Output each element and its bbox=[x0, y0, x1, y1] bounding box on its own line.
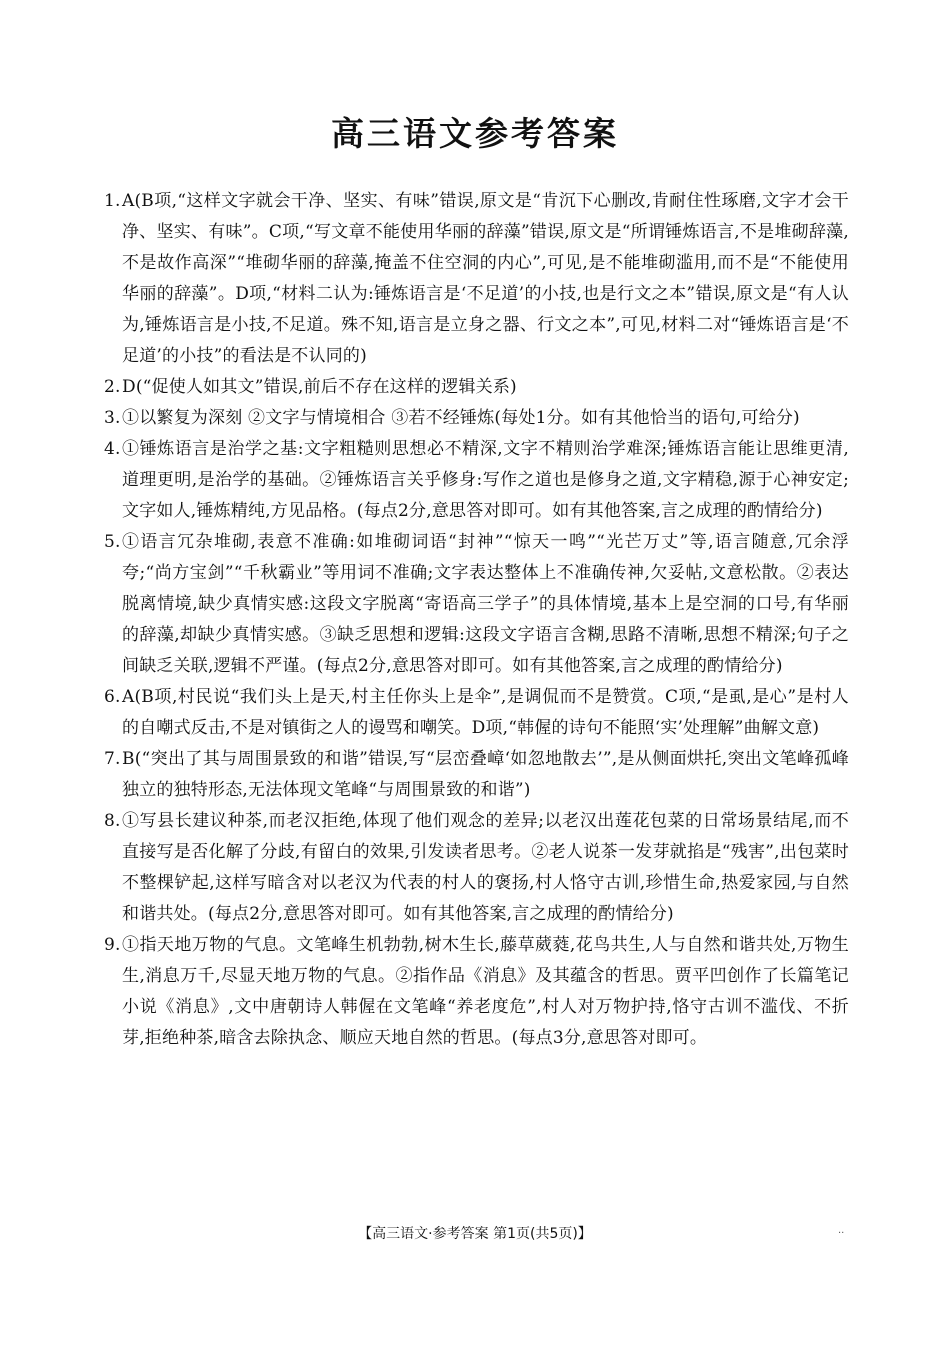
answer-number: 9. bbox=[104, 935, 121, 955]
answer-text: ①指天地万物的气息。文笔峰生机勃勃,树木生长,藤草葳蕤,花鸟共生,人与自然和谐共处,万物生生,消息万千,尽显天地万物的气息。②指作品《消息》及其蕴含的哲思。贾平凹创作了长篇笔记小说《消息》,文中唐朝诗人韩偓在文笔峰“养老度危”,村人对万物护持,恪守古训不滥伐、不折芽,拒绝种茶,暗含去除执念、顺应天地自然的哲思。(每点3分,意思答对即可。 bbox=[122, 935, 849, 1048]
answer-item bbox=[104, 403, 849, 434]
answer-item bbox=[104, 434, 849, 527]
answer-item bbox=[104, 930, 849, 1054]
answer-number: 6. bbox=[104, 687, 121, 707]
answer-number: 8. bbox=[104, 811, 121, 831]
answer-item bbox=[104, 372, 849, 403]
answer-item bbox=[104, 527, 849, 682]
answer-number: 1. bbox=[104, 191, 121, 211]
answer-number: 4. bbox=[104, 439, 121, 459]
answer-text: D(“促使人如其文”错误,前后不存在这样的逻辑关系) bbox=[122, 377, 517, 397]
answer-number: 5. bbox=[104, 532, 121, 552]
answer-text: B(“突出了其与周围景致的和谐”错误,写“层峦叠嶂‘如忽地散去’”,是从侧面烘托,突出文笔峰孤峰独立的独特形态,无法体现文笔峰“与周围景致的和谐”) bbox=[122, 749, 849, 800]
answer-text: A(B项,“这样文字就会干净、坚实、有味”错误,原文是“肯沉下心删改,肯耐住性琢磨,文字才会干净、坚实、有味”。C项,“写文章不能使用华丽的辞藻”错误,原文是“所谓锤炼语言,不是堆砌辞藻,不是故作高深”“堆砌华丽的辞藻,掩盖不住空洞的内心”,可见,是不能堆砌滥用,而不是“不能使用华丽的辞藻”。D项,“材料二认为:锤炼语言是‘不足道’的小技,也是行文之本”错误,原文是“有人认为,锤炼语言是小技,不足道。殊不知,语言是立身之器、行文之本”,可见,材料二对“锤炼语言是‘不足道’的小技”的看法是不认同的) bbox=[122, 191, 849, 366]
answer-list bbox=[104, 186, 849, 1054]
answer-number: 7. bbox=[104, 749, 121, 769]
page-title: 高三语文参考答案 bbox=[331, 114, 619, 153]
answer-text: A(B项,村民说“我们头上是天,村主任你头上是伞”,是调侃而不是赞赏。C项,“是虱,是心”是村人的自嘲式反击,不是对镇街之人的谩骂和嘲笑。D项,“韩偓的诗句不能照‘实’处理解”曲解文意) bbox=[122, 687, 849, 738]
answer-item bbox=[104, 186, 849, 372]
answer-number: 3. bbox=[104, 408, 121, 428]
answer-item bbox=[104, 744, 849, 806]
answer-text: ①语言冗杂堆砌,表意不准确:如堆砌词语“封神”“惊天一鸣”“光芒万丈”等,语言随意,冗余浮夸;“尚方宝剑”“千秋霸业”等用词不准确;文字表达整体上不准确传神,欠妥帖,文意松散。②表达脱离情境,缺少真情实感:这段文字脱离“寄语高三学子”的具体情境,基本上是空洞的口号,有华丽的辞藻,却缺少真情实感。③缺乏思想和逻辑:这段文字语言含糊,思路不清晰,思想不精深;句子之间缺乏关联,逻辑不严谨。(每点2分,意思答对即可。如有其他答案,言之成理的酌情给分) bbox=[122, 532, 849, 676]
answer-text: ①以繁复为深刻 ②文字与情境相合 ③若不经锤炼(每处1分。如有其他恰当的语句,可给分) bbox=[122, 408, 800, 428]
answer-item bbox=[104, 806, 849, 930]
answer-text: ①写县长建议种茶,而老汉拒绝,体现了他们观念的差异;以老汉出莲花包菜的日常场景结尾,而不直接写是否化解了分歧,有留白的效果,引发读者思考。②老人说茶一发芽就掐是“残害”,出包菜时不整棵铲起,这样写暗含对以老汉为代表的村人的褒扬,村人恪守古训,珍惜生命,热爱家园,与自然和谐共处。(每点2分,意思答对即可。如有其他答案,言之成理的酌情给分) bbox=[122, 811, 849, 924]
answer-number: 2. bbox=[104, 377, 121, 397]
corner-mark: ·· bbox=[838, 1228, 845, 1239]
answer-text: ①锤炼语言是治学之基:文字粗糙则思想必不精深,文字不精则治学难深;锤炼语言能让思维更清,道理更明,是治学的基础。②锤炼语言关乎修身:写作之道也是修身之道,文字精稳,源于心神安定;文字如人,锤炼精纯,方见品格。(每点2分,意思答对即可。如有其他答案,言之成理的酌情给分) bbox=[122, 439, 849, 521]
answer-item bbox=[104, 682, 849, 744]
page-footer: 【高三语文·参考答案 第1页(共5页)】 bbox=[358, 1226, 592, 1242]
